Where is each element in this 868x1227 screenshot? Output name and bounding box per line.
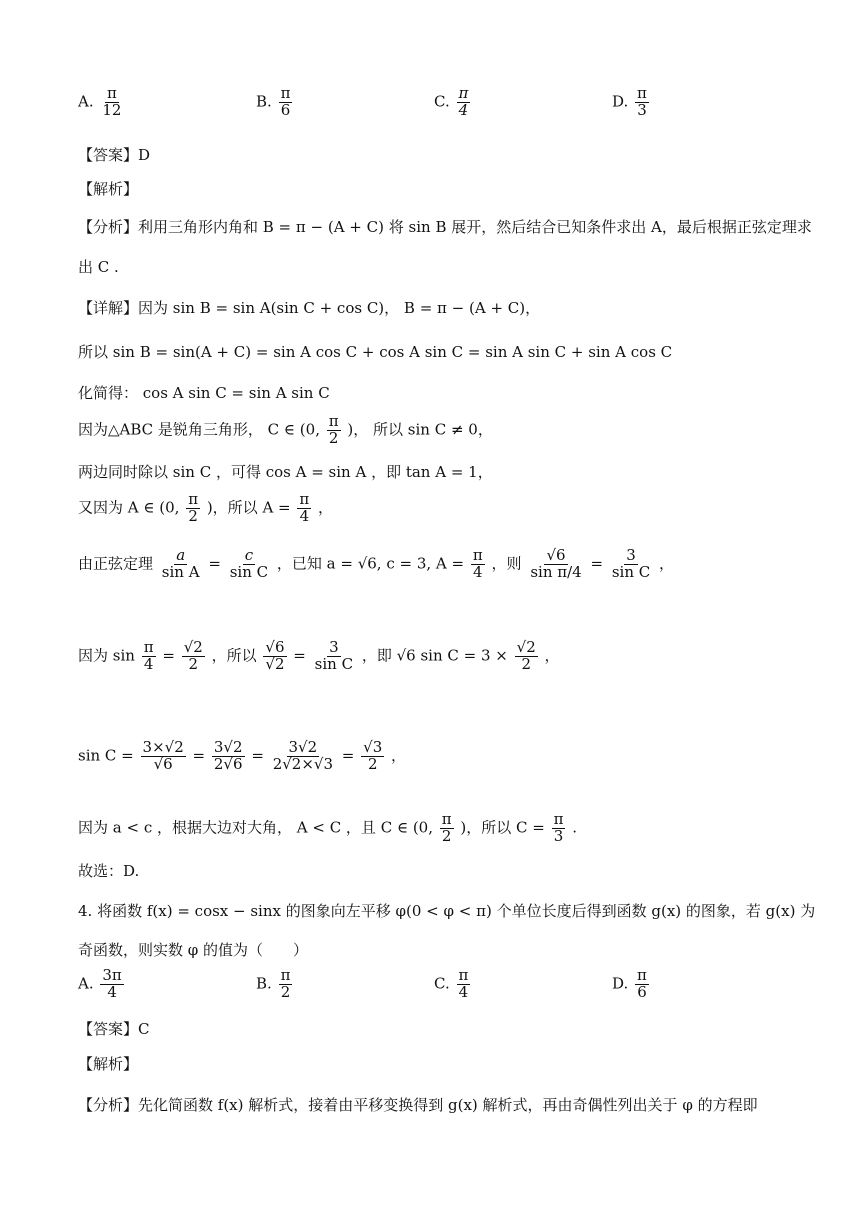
q3-detail-line-2: 所以 sin B = sin(A + C) = sin A cos C + cos A sin C = sin A sin C + sin A cos C (78, 343, 673, 361)
q4-analysis-line1: 【分析】先化简函数 f(x) 解析式，接着由平移变换得到 g(x) 解析式，再由奇偶性列出关于 φ 的方程即 (78, 1096, 758, 1114)
q3-option-b[interactable]: B. $\frac{\pi}{6}$ (256, 84, 291, 119)
q3-option-a[interactable]: A. $\frac{\pi}{12}$ (78, 84, 122, 119)
q4-stem-line2: 奇函数，则实数 φ 的值为（ ） (78, 941, 309, 959)
q3-detail-line-1: 【详解】因为 sin B = sin A(sin C + cos C)， B = π − (A + C)， (78, 299, 541, 317)
q3-select: 故选：D. (78, 862, 140, 880)
q4-option-a[interactable]: A. $\frac{3\pi}{4}$ (78, 966, 122, 1001)
q3-sinc-line: sin C = $\frac{3\times√2}{√6}$ = $\frac{3√2}{2√6}$ = $\frac{3√2}{2√2\times√3}$ = $\frac{√3}{2}$ ， (78, 738, 407, 773)
q3-option-d[interactable]: D. $\frac{\pi}{3}$ (612, 84, 647, 119)
q3-answer: 【答案】D (78, 146, 151, 164)
q4-option-b[interactable]: B. $\frac{\pi}{2}$ (256, 966, 291, 1001)
q3-analysis-line1: 【分析】利用三角形内角和 B = π − (A + C) 将 sin B 展开，然后结合已知条件求出 A，最后根据正弦定理求 (78, 218, 812, 236)
q3-because-line: 因为 sin $\frac{\pi}{4}$ = $\frac{√2}{2}$ ，所以 $\frac{√6}{√2}$ = $\frac{3}{\text{sin C}}$ ，即 √6 sin C = 3 × $\frac{√2}{2}$ ， (78, 638, 560, 673)
q4-analysis-title: 【解析】 (78, 1055, 139, 1073)
q3-divide-line: 两边同时除以 sin C ，可得 cos A = sin A ，即 tan A = 1， (78, 463, 493, 481)
q4-answer: 【答案】C (78, 1020, 150, 1038)
q3-acute-line: 因为△ABC 是锐角三角形， C ∈ (0, $\frac{\pi}{2}$ )， 所以 sin C ≠ 0， (78, 412, 493, 447)
q4-option-c[interactable]: C. $\frac{\pi}{4}$ (434, 966, 469, 1001)
q3-sine-law-line: 由正弦定理 $\frac{a}{\text{sin A}}$ = $\frac{c}{\text{sin C}}$ ，已知 a = √6, c = 3, A = $\frac{\pi}{4}$ ，则 $\frac{√6}{\text{sin π/4}}$ = $\frac{3}{\text{sin C}}$ ， (78, 546, 675, 581)
q3-option-c[interactable]: C. $\frac{\pi}{4}$ (434, 84, 469, 119)
q4-option-d[interactable]: D. $\frac{\pi}{6}$ (612, 966, 647, 1001)
q3-final-line: 因为 a < c ，根据大边对大角， A < C ，且 C ∈ (0, $\frac{\pi}{2}$ )，所以 C = $\frac{\pi}{3}$ . (78, 810, 578, 845)
q4-stem-line1: 4. 将函数 f(x) = cosx − sinx 的图象向左平移 φ(0 < φ < π) 个单位长度后得到函数 g(x) 的图象，若 g(x) 为 (78, 902, 816, 920)
q3-analysis-title: 【解析】 (78, 180, 139, 198)
q3-analysis-line2: 出 C . (78, 258, 119, 276)
q3-also-line: 又因为 A ∈ (0, $\frac{\pi}{2}$ )，所以 A = $\frac{\pi}{4}$ ， (78, 490, 334, 525)
q3-detail-line-3: 化简得： cos A sin C = sin A sin C (78, 384, 330, 402)
